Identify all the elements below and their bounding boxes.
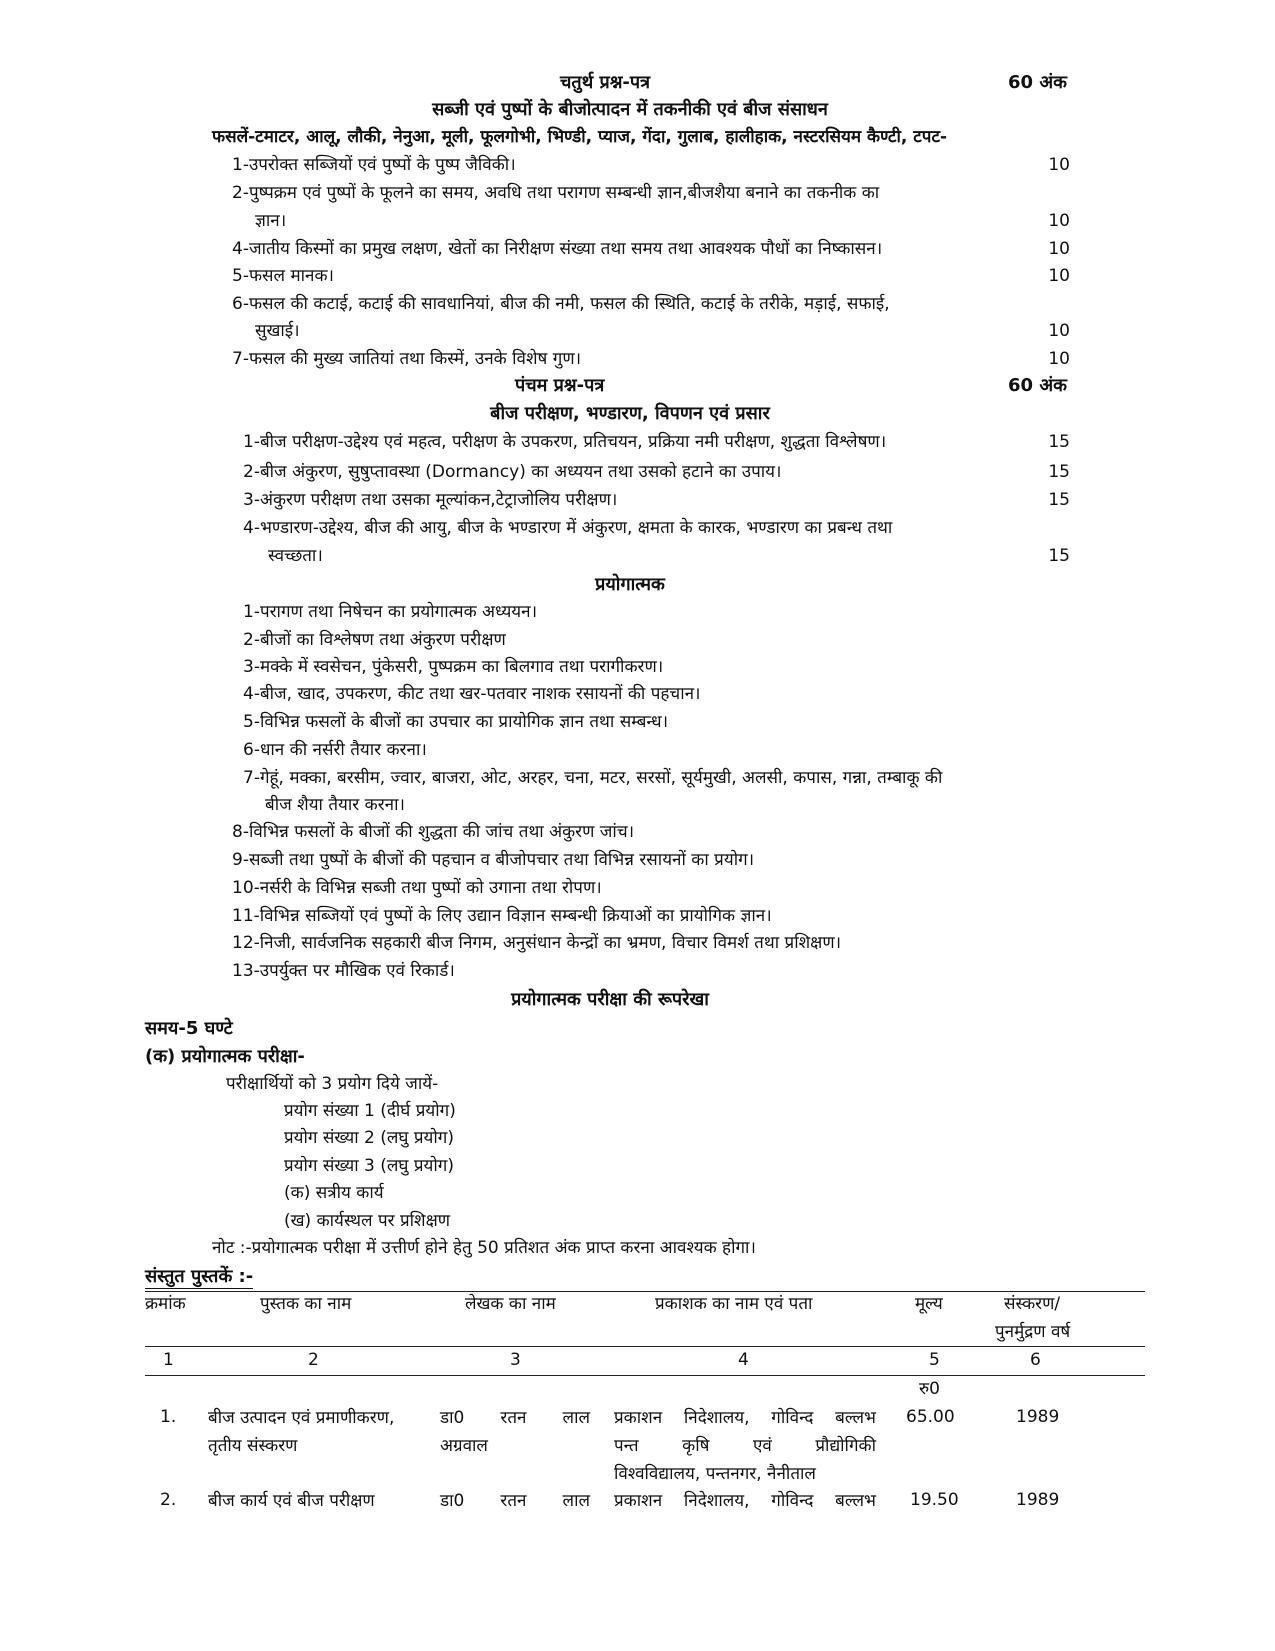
col-number-1: 1	[163, 1350, 174, 1370]
paper4-item-1: 1-उपरोक्त सब्जियों एवं पुष्पों के पुष्प जैविकी।	[232, 155, 516, 175]
row-2-year: 1989	[1016, 1490, 1060, 1510]
paper4-item-1-marks: 10	[1048, 155, 1070, 175]
practical-item-2: 2-बीजों का विश्लेषण तथा अंकुरण परीक्षण	[243, 630, 506, 650]
practical-item-4: 4-बीज, खाद, उपकरण, कीट तथा खर-पतवार नाशक रसायनों की पहचान।	[243, 684, 701, 704]
paper4-item-2: 2-पुष्पक्रम एवं पुष्पों के फूलने का समय, अवधि तथा परागण सम्बन्धी ज्ञान,बीजशैया बनाने का तकनीक का	[232, 183, 880, 203]
col-number-6: 6	[1030, 1350, 1041, 1370]
row-1-book-name-line-2: तृतीय संस्करण	[208, 1436, 298, 1457]
paper5-title: पंचम प्रश्न-पत्र	[515, 375, 605, 396]
practical-item-7: 7-गेहूं, मक्का, बरसीम, ज्वार, बाजरा, ओट, अरहर, चना, मटर, सरसों, सूर्यमुखी, अलसी, कपास, गन्ना, तम्बाकू की	[243, 768, 943, 788]
header-rule	[145, 1346, 1145, 1347]
paper5-item-1: 1-बीज परीक्षण-उद्देश्य एवं महत्व, परीक्षण के उपकरण, प्रतिचयन, प्रक्रिया नमी परीक्षण, शुद्धता विश्लेषण।	[243, 432, 887, 452]
row-2-book-name	[208, 1487, 423, 1515]
row-2-sno: 2.	[160, 1490, 177, 1510]
col-number-4: 4	[738, 1350, 749, 1370]
exam-time: समय-5 घण्टे	[145, 1018, 233, 1039]
exam-experiment-1: प्रयोग संख्या 1 (दीर्घ प्रयोग)	[284, 1101, 456, 1121]
practical-item-6: 6-धान की नर्सरी तैयार करना।	[243, 740, 427, 760]
row-1-author-line-2: अग्रवाल	[440, 1436, 488, 1457]
paper4-item-6-marks: 10	[1048, 349, 1070, 369]
col-number-5: 5	[929, 1350, 940, 1370]
practical-item-1: 1-परागण तथा निषेचन का प्रयोगात्मक अध्ययन।	[243, 602, 538, 622]
practical-item-13: 13-उपर्युक्त पर मौखिक एवं रिकार्ड।	[232, 961, 455, 981]
paper5-item-3-marks: 15	[1048, 490, 1070, 510]
row-1-book-name-line-1: बीज उत्पादन एवं प्रमाणीकरण,	[208, 1408, 395, 1428]
books-title: संस्तुत पुस्तकें :-	[145, 1266, 254, 1287]
paper5-item-4-cont: स्वच्छता।	[268, 546, 323, 566]
exam-experiment-3: प्रयोग संख्या 3 (लघु प्रयोग)	[284, 1156, 454, 1176]
header-price: मूल्य	[915, 1294, 943, 1314]
paper4-item-4: 5-फसल मानक।	[232, 266, 334, 286]
paper5-item-2-marks: 15	[1048, 462, 1070, 482]
practical-item-12: 12-निजी, सार्वजनिक सहकारी बीज निगम, अनुसंधान केन्द्रों का भ्रमण, विचार विमर्श तथा प्रशिक्षण।	[232, 933, 842, 953]
row-1-author	[440, 1404, 590, 1460]
paper5-item-2: 2-बीज अंकुरण, सुषुप्तावस्था (Dormancy) का अध्ययन तथा उसको हटाने का उपाय।	[243, 462, 782, 482]
row-1-publisher-line-1: प्रकाशन निदेशालय, गोविन्द बल्लभ	[614, 1408, 876, 1428]
exam-sessional-work: (क) सत्रीय कार्य	[284, 1183, 384, 1203]
paper4-item-5: 6-फसल की कटाई, कटाई की सावधानियां, बीज की नमी, फसल की स्थिति, कटाई के तरीके, मड़ाई, सफाई,	[232, 294, 890, 314]
paper4-item-2-marks: 10	[1048, 211, 1070, 231]
paper4-item-6: 7-फसल की मुख्य जातियां तथा किस्में, उनके विशेष गुण।	[232, 349, 582, 369]
paper4-crops: फसलें-टमाटर, आलू, लौकी, नेनुआ, मूली, फूलगोभी, भिण्डी, प्याज, गेंदा, गुलाब, हालीहाक, नस्टरसियम कैण्टी, टपट-	[212, 127, 948, 147]
col-number-2: 2	[308, 1350, 319, 1370]
row-2-author-line-1: डा0 रतन लाल	[440, 1491, 590, 1511]
col-number-3: 3	[510, 1350, 521, 1370]
exam-note: नोट :-प्रयोगात्मक परीक्षा में उत्तीर्ण होने हेतु 50 प्रतिशत अंक प्राप्त करना आवश्यक होगा।	[212, 1238, 756, 1258]
header-edition: संस्करण/	[1004, 1294, 1061, 1314]
header-author: लेखक का नाम	[465, 1294, 556, 1314]
row-2-publisher	[614, 1487, 876, 1515]
paper4-marks: 60 अंक	[1008, 72, 1067, 93]
numbering-rule	[145, 1375, 1145, 1376]
row-1-year: 1989	[1016, 1407, 1060, 1427]
header-publisher: प्रकाशक का नाम एवं पता	[655, 1294, 813, 1314]
paper4-item-3: 4-जातीय किस्मों का प्रमुख लक्षण, खेतों का निरीक्षण संख्या तथा समय तथा आवश्यक पौधों का निष्कासन।	[232, 239, 883, 259]
paper4-item-5-marks: 10	[1048, 321, 1070, 341]
exam-title: प्रयोगात्मक परीक्षा की रूपरेखा	[511, 989, 709, 1010]
paper5-item-4-marks: 15	[1048, 546, 1070, 566]
paper5-item-4: 4-भण्डारण-उद्देश्य, बीज की आयु, बीज के भण्डारण में अंकुरण, क्षमता के कारक, भण्डारण का प्रबन्ध तथा	[243, 518, 893, 538]
paper5-marks: 60 अंक	[1008, 375, 1067, 396]
row-1-publisher	[614, 1404, 876, 1488]
paper4-item-5-cont: सुखाई।	[255, 321, 300, 341]
practical-item-3: 3-मक्के में स्वसेचन, पुंकेसरी, पुष्पक्रम का बिलगाव तथा परागीकरण।	[243, 657, 664, 677]
row-1-publisher-line-3: विश्वविद्यालय, पन्तनगर, नैनीताल	[614, 1464, 816, 1485]
table-top-rule	[145, 1291, 1145, 1292]
paper4-title: चतुर्थ प्रश्न-पत्र	[560, 72, 651, 93]
row-2-book-name-line-1: बीज कार्य एवं बीज परीक्षण	[208, 1491, 375, 1511]
paper5-item-1-marks: 15	[1048, 432, 1070, 452]
practical-item-8: 8-विभिन्न फसलों के बीजों की शुद्धता की जांच तथा अंकुरण जांच।	[232, 822, 635, 842]
row-2-author	[440, 1487, 590, 1515]
practical-item-9: 9-सब्जी तथा पुष्पों के बीजों की पहचान व बीजोपचार तथा विभिन्न रसायनों का प्रयोग।	[232, 850, 755, 870]
practical-title: प्रयोगात्मक	[595, 574, 665, 595]
exam-experiment-2: प्रयोग संख्या 2 (लघु प्रयोग)	[284, 1128, 454, 1148]
practical-item-5: 5-विभिन्न फसलों के बीजों का उपचार का प्रायोगिक ज्ञान तथा सम्बन्ध।	[243, 712, 669, 732]
paper4-subtitle: सब्जी एवं पुष्पों के बीजोत्पादन में तकनीकी एवं बीज संसाधन	[432, 99, 828, 120]
row-2-price: 19.50	[910, 1490, 959, 1510]
paper4-item-3-marks: 10	[1048, 239, 1070, 259]
paper5-subtitle: बीज परीक्षण, भण्डारण, विपणन एवं प्रसार	[490, 403, 770, 424]
exam-workplace-training: (ख) कार्यस्थल पर प्रशिक्षण	[284, 1211, 451, 1231]
exam-section-a: (क) प्रयोगात्मक परीक्षा-	[145, 1046, 305, 1067]
row-2-publisher-line-1: प्रकाशन निदेशालय, गोविन्द बल्लभ	[614, 1491, 876, 1511]
practical-item-10: 10-नर्सरी के विभिन्न सब्जी तथा पुष्पों को उगाना तथा रोपण।	[232, 878, 602, 898]
currency-label: रु0	[919, 1379, 940, 1399]
practical-item-7-cont: बीज शैया तैयार करना।	[265, 795, 405, 815]
header-sno: क्रमांक	[145, 1294, 186, 1314]
row-1-author-line-1: डा0 रतन लाल	[440, 1408, 590, 1428]
header-reprint-year: पुनर्मुद्रण वर्ष	[995, 1322, 1071, 1342]
header-book-name: पुस्तक का नाम	[260, 1294, 352, 1314]
row-1-book-name	[208, 1404, 423, 1460]
practical-item-11: 11-विभिन्न सब्जियों एवं पुष्पों के लिए उद्यान विज्ञान सम्बन्धी क्रियाओं का प्रायोगिक ज्ञान।	[232, 906, 772, 926]
row-1-price: 65.00	[906, 1407, 955, 1427]
exam-intro: परीक्षार्थियों को 3 प्रयोग दिये जायें-	[226, 1074, 439, 1094]
row-1-sno: 1.	[160, 1407, 177, 1427]
paper5-item-3: 3-अंकुरण परीक्षण तथा उसका मूल्यांकन,टेट्राजोलिय परीक्षण।	[243, 490, 618, 510]
paper4-item-2-cont: ज्ञान।	[255, 211, 287, 231]
row-1-publisher-line-2: पन्त कृषि एवं प्रौद्योगिकी	[614, 1436, 876, 1457]
paper4-item-4-marks: 10	[1048, 266, 1070, 286]
